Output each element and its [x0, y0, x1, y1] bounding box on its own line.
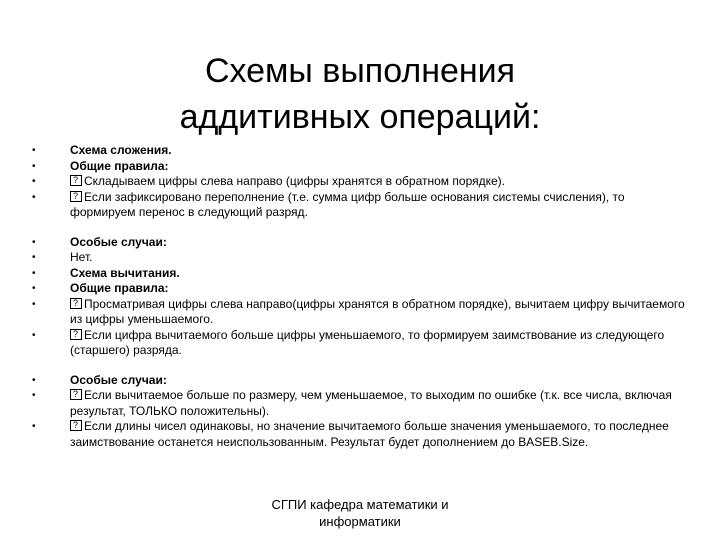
list-item [30, 419, 685, 450]
bullet-icon: • [32, 421, 36, 432]
list-item-text: Нет. [70, 250, 93, 264]
slide-footer [250, 496, 470, 530]
list-item [30, 297, 685, 328]
missing-glyph-icon [70, 420, 82, 431]
bullet-icon: • [32, 283, 36, 294]
list-item-text: Общие правила: [70, 158, 169, 173]
list-item [30, 388, 685, 419]
list-item [30, 266, 685, 282]
bullet-icon: • [32, 390, 36, 401]
list-item [30, 281, 685, 297]
list-item [30, 373, 685, 389]
list-item-text: Если вычитаемое больше по размеру, чем уменьшаемое, то выходим по ошибке (т.к. все числа, включая результат, ТОЛЬКО положительны). [70, 388, 672, 418]
list-item-text: Просматривая цифры слева направо(цифры хранятся в обратном порядке), вычитаем цифру вычитаемого из цифры уменьшаемого. [70, 296, 685, 326]
missing-glyph-icon [70, 191, 82, 202]
list-item-text: Особые случаи: [70, 372, 167, 387]
list-item [30, 250, 685, 266]
list-item-text: Особые случаи: [70, 234, 167, 249]
list-item [30, 174, 685, 190]
slide-body [30, 143, 685, 464]
bullet-icon: • [32, 145, 36, 156]
list-item [30, 190, 685, 221]
missing-glyph-icon [70, 175, 82, 186]
bullet-icon: • [32, 176, 36, 187]
list-item-text: Если цифра вычитаемого больше цифры уменьшаемого, то формируем заимствование из следующего (старшего) разряда. [70, 327, 665, 357]
bullet-icon: • [32, 267, 36, 279]
title-line-1: Схемы выполнения [204, 52, 516, 90]
missing-glyph-icon [70, 329, 82, 340]
list-item-text: Если зафиксировано переполнение (т.е. сумма цифр больше основания системы счисления), то формируем перенос в следующий разряд. [70, 189, 625, 219]
list-item [30, 328, 685, 359]
bullet-icon: • [32, 252, 36, 263]
list-item-text: Складываем цифры слева направо (цифры хранятся в обратном порядке). [84, 174, 505, 188]
bullet-icon: • [32, 236, 36, 248]
list-item-text: Общие правила: [70, 281, 169, 295]
title-line-2: аддитивных операций: [179, 98, 541, 136]
missing-glyph-icon [70, 298, 82, 309]
slide-title [110, 48, 610, 140]
bullet-icon: • [32, 329, 36, 341]
bullet-group [30, 373, 685, 451]
list-item-text: Если длины чисел одинаковы, но значение вычитаемого больше значения уменьшаемого, то последнее заимствование останется неиспользованным. Результат будет дополнением до BASEB.Size. [70, 419, 669, 449]
list-item-text: Схема сложения. [70, 143, 172, 157]
missing-glyph-icon [70, 389, 82, 400]
list-item-text: Схема вычитания. [70, 265, 180, 280]
bullet-icon: • [32, 374, 36, 386]
list-item [30, 159, 685, 175]
bullet-group [30, 143, 685, 221]
bullet-group [30, 235, 685, 359]
bullet-icon: • [32, 160, 36, 172]
footer-line-2: информатики [319, 514, 401, 529]
list-item [30, 143, 685, 159]
bullet-icon: • [32, 298, 36, 310]
bullet-icon: • [32, 191, 36, 203]
list-item [30, 235, 685, 251]
footer-line-1: СГПИ кафедра математики и [271, 497, 449, 512]
